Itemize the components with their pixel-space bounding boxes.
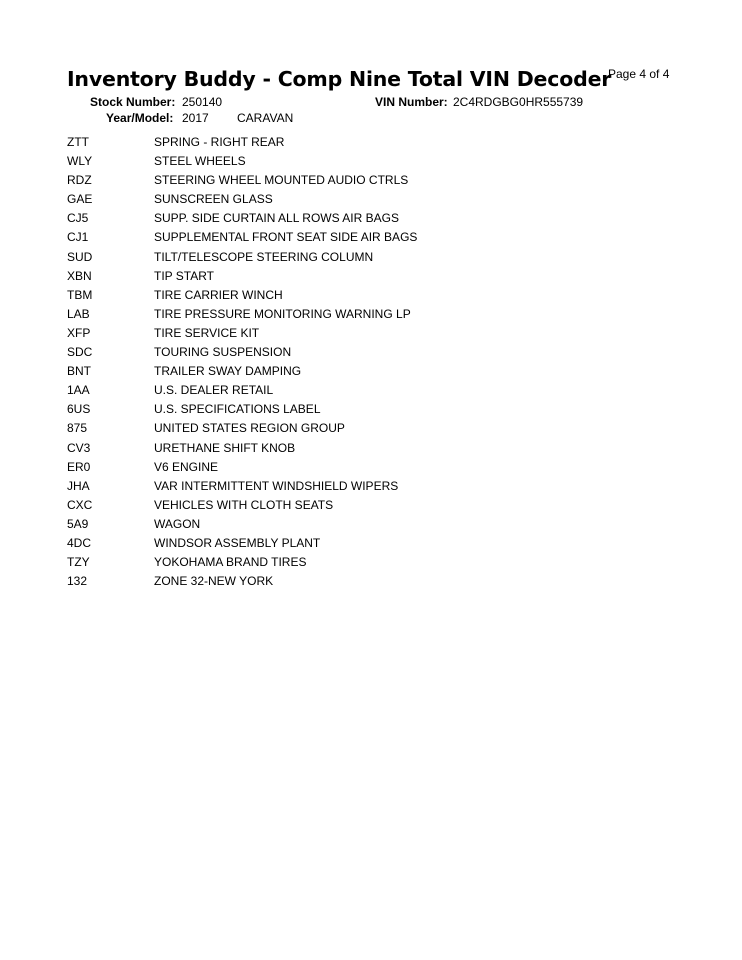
option-code: TZY xyxy=(67,555,90,570)
option-description: TILT/TELESCOPE STEERING COLUMN xyxy=(154,249,374,264)
option-description: VAR INTERMITTENT WINDSHIELD WIPERS xyxy=(154,478,399,493)
option-code-list xyxy=(0,133,742,591)
option-code-row xyxy=(0,228,742,247)
option-code: WLY xyxy=(67,154,93,169)
option-code: 6US xyxy=(67,402,91,417)
option-description: ZONE 32-NEW YORK xyxy=(154,574,274,589)
option-code-row xyxy=(0,419,742,438)
option-description: VEHICLES WITH CLOTH SEATS xyxy=(154,497,334,512)
option-code-row xyxy=(0,362,742,381)
option-code: GAE xyxy=(67,192,93,207)
option-code: SDC xyxy=(67,345,93,360)
option-code: 875 xyxy=(67,421,88,436)
option-description: TRAILER SWAY DAMPING xyxy=(154,364,302,379)
option-code-row xyxy=(0,133,742,152)
option-code: CJ1 xyxy=(67,230,89,245)
option-description: STEERING WHEEL MOUNTED AUDIO CTRLS xyxy=(154,173,409,188)
vehicle-year: 2017 xyxy=(182,111,209,125)
option-code-row xyxy=(0,286,742,305)
option-code: CJ5 xyxy=(67,211,89,226)
vehicle-model: CARAVAN xyxy=(237,111,294,125)
year-model-label-text: Year/Model: xyxy=(106,111,174,125)
option-code-row xyxy=(0,439,742,458)
option-code: ZTT xyxy=(67,135,89,149)
option-code-row xyxy=(0,248,742,267)
option-code-row xyxy=(0,496,742,515)
option-code-row xyxy=(0,171,742,190)
option-code: 1AA xyxy=(67,383,90,398)
page-indicator: Page 4 of 4 xyxy=(608,67,670,81)
option-code: BNT xyxy=(67,364,91,379)
stock-number-value: 250140 xyxy=(182,95,223,109)
stock-number-label xyxy=(90,95,175,109)
option-code-row xyxy=(0,152,742,171)
option-description: V6 ENGINE xyxy=(154,459,219,474)
option-code: CXC xyxy=(67,497,93,512)
option-code-row xyxy=(0,267,742,286)
option-code: CV3 xyxy=(67,440,91,455)
option-description: SUPPLEMENTAL FRONT SEAT SIDE AIR BAGS xyxy=(154,230,418,245)
option-description: SPRING - RIGHT REAR xyxy=(154,135,285,149)
option-description: U.S. DEALER RETAIL xyxy=(154,383,274,398)
option-description: U.S. SPECIFICATIONS LABEL xyxy=(154,402,321,417)
option-description: TOURING SUSPENSION xyxy=(154,345,292,360)
option-code: TBM xyxy=(67,287,93,302)
option-code-row xyxy=(0,381,742,400)
option-code-row xyxy=(0,477,742,496)
option-code: JHA xyxy=(67,478,90,493)
option-code: XBN xyxy=(67,268,92,283)
option-code: XFP xyxy=(67,325,91,340)
option-code-row xyxy=(0,343,742,362)
option-code-row xyxy=(0,209,742,228)
option-code-row xyxy=(0,305,742,324)
option-code-row xyxy=(0,515,742,534)
option-code-row xyxy=(0,324,742,343)
option-code: 5A9 xyxy=(67,516,89,531)
option-description: TIRE SERVICE KIT xyxy=(154,325,260,340)
option-code: 132 xyxy=(67,574,88,589)
option-code: LAB xyxy=(67,306,90,321)
option-code-row xyxy=(0,534,742,553)
option-code: RDZ xyxy=(67,173,92,188)
option-code: SUD xyxy=(67,249,93,264)
option-description: TIP START xyxy=(154,268,215,283)
option-description: WAGON xyxy=(154,516,201,531)
option-description: SUNSCREEN GLASS xyxy=(154,192,273,207)
option-description: TIRE CARRIER WINCH xyxy=(154,287,283,302)
option-code: ER0 xyxy=(67,459,91,474)
option-description: SUPP. SIDE CURTAIN ALL ROWS AIR BAGS xyxy=(154,211,399,226)
option-code-row xyxy=(0,400,742,419)
vin-number-label xyxy=(375,95,448,109)
option-code-row xyxy=(0,458,742,477)
vin-number-label-text: VIN Number: xyxy=(375,95,448,109)
option-description: YOKOHAMA BRAND TIRES xyxy=(154,555,307,570)
option-code: 4DC xyxy=(67,535,92,550)
option-description: WINDSOR ASSEMBLY PLANT xyxy=(154,535,321,550)
option-description: TIRE PRESSURE MONITORING WARNING LP xyxy=(154,306,411,321)
option-description: URETHANE SHIFT KNOB xyxy=(154,440,296,455)
stock-number-label-text: Stock Number: xyxy=(90,95,176,109)
report-title: Inventory Buddy - Comp Nine Total VIN Decoder xyxy=(67,67,612,91)
vin-number-value: 2C4RDGBG0HR555739 xyxy=(453,95,584,109)
year-model-label xyxy=(106,111,173,125)
option-code-row xyxy=(0,553,742,572)
option-description: STEEL WHEELS xyxy=(154,154,246,169)
option-description: UNITED STATES REGION GROUP xyxy=(154,421,345,436)
option-code-row xyxy=(0,190,742,209)
option-code-row xyxy=(0,572,742,591)
